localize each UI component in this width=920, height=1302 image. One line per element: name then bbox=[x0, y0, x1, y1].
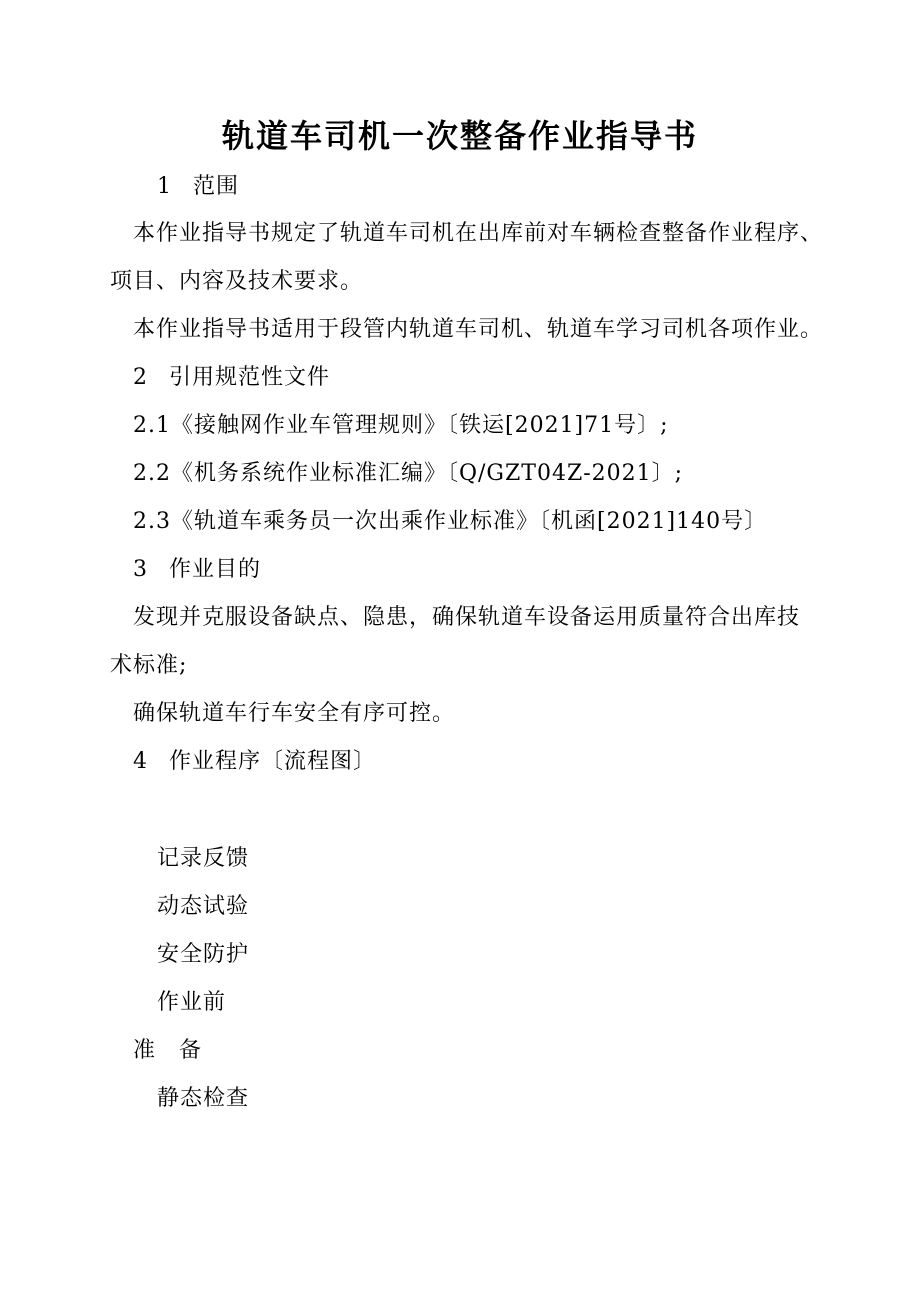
flowchart-step-record-feedback: 记录反馈 bbox=[157, 846, 250, 871]
scope-paragraph-line-2: 项目、内容及技术要求。 bbox=[110, 269, 364, 294]
flowchart-step-preparation: 准 备 bbox=[133, 1038, 203, 1063]
section-2-heading bbox=[133, 361, 330, 395]
reference-item-2: 2.2《机务系统作业标准汇编》〔Q/GZT04Z-2021〕; bbox=[133, 461, 684, 486]
safety-paragraph: 确保轨道车行车安全有序可控。 bbox=[133, 701, 456, 726]
section-2-number: 2 bbox=[133, 365, 148, 390]
section-1-heading bbox=[157, 170, 239, 204]
purpose-paragraph-line-1: 发现并克服设备缺点、隐患，确保轨道车设备运用质量符合出库技 bbox=[133, 605, 801, 630]
flowchart-step-safety-protection: 安全防护 bbox=[157, 942, 250, 967]
reference-item-3: 2.3《轨道车乘务员一次出乘作业标准》〔机函[2021]140号〕 bbox=[133, 509, 768, 534]
scope-paragraph-line-1: 本作业指导书规定了轨道车司机在出库前对车辆检查整备作业程序、 bbox=[133, 221, 824, 246]
section-1-title: 范围 bbox=[193, 174, 240, 199]
section-3-number: 3 bbox=[133, 557, 148, 582]
section-4-number: 4 bbox=[133, 749, 148, 774]
flowchart-step-static-check: 静态检查 bbox=[157, 1086, 250, 1111]
section-4-heading bbox=[133, 745, 376, 779]
document-title: 轨道车司机一次整备作业指导书 bbox=[221, 117, 698, 155]
section-1-number: 1 bbox=[157, 174, 172, 199]
reference-item-1: 2.1《接触网作业车管理规则》〔铁运[2021]71号〕; bbox=[133, 413, 669, 438]
flowchart-step-pre-work: 作业前 bbox=[157, 990, 227, 1015]
flowchart-step-dynamic-test: 动态试验 bbox=[157, 894, 250, 919]
section-2-title: 引用规范性文件 bbox=[169, 365, 331, 390]
purpose-paragraph-line-2: 术标准; bbox=[110, 653, 188, 678]
section-3-heading bbox=[133, 553, 261, 587]
section-4-title: 作业程序〔流程图〕 bbox=[169, 749, 377, 774]
applicability-paragraph: 本作业指导书适用于段管内轨道车司机、轨道车学习司机各项作业。 bbox=[133, 317, 824, 342]
section-3-title: 作业目的 bbox=[169, 557, 262, 582]
